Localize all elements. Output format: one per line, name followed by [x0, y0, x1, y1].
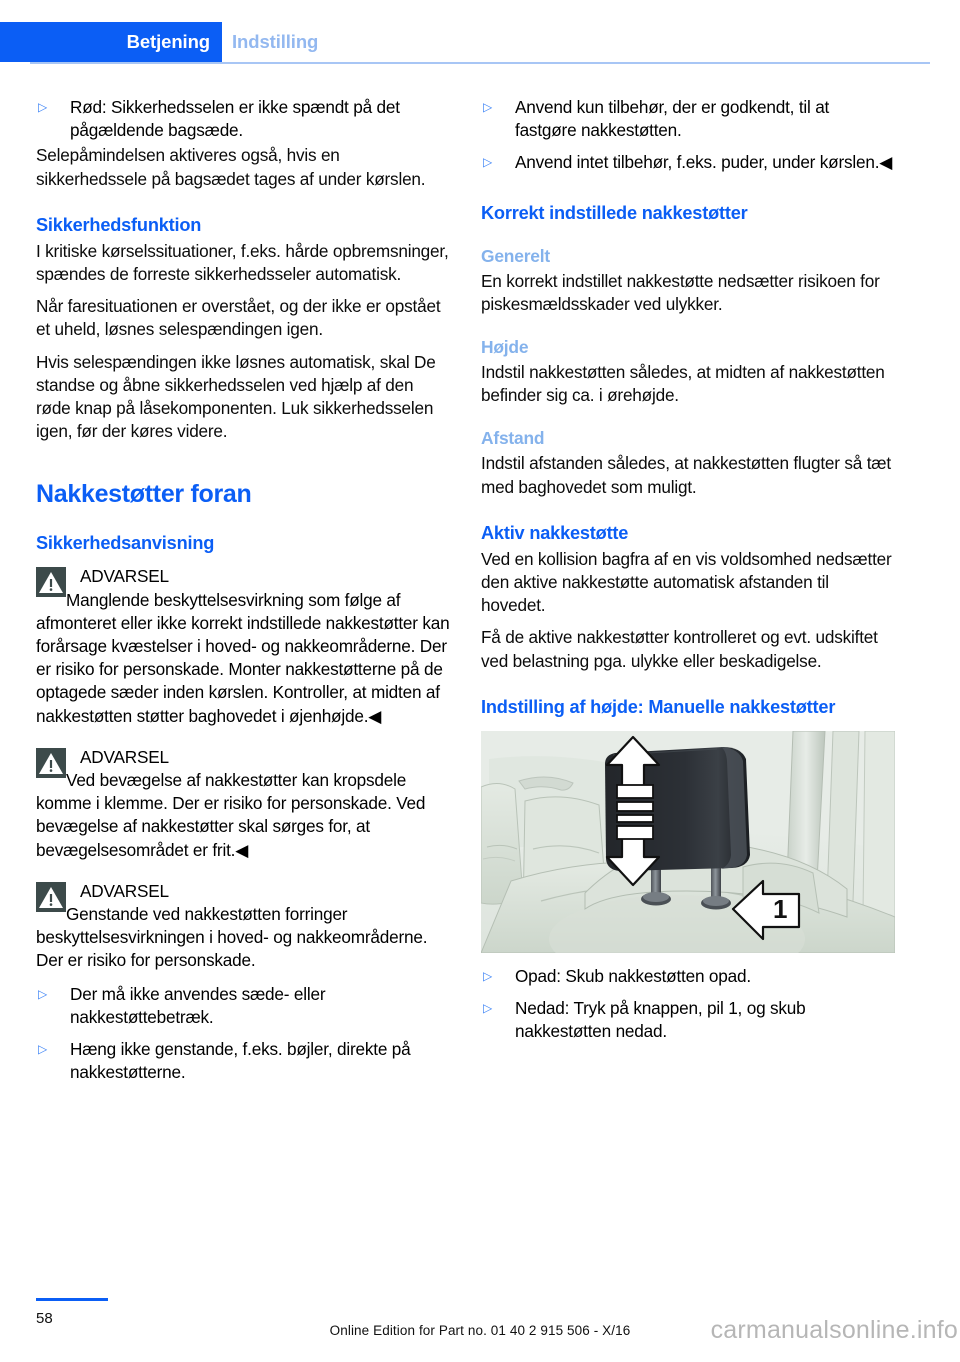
paragraph: Indstil nakkestøtten således, at midten af nakkestøtten befinder sig ca. i ørehøjde. [481, 362, 885, 406]
watermark: carmanualsonline.info [710, 1316, 958, 1344]
list-item [36, 1038, 450, 1084]
bullet-triangle-icon: ▷ [483, 100, 493, 114]
edition-line: Online Edition for Part no. 01 40 2 915 506 - X/16 [329, 1323, 631, 1338]
figure-instruction-list [481, 965, 895, 1044]
warning-text: Ved bevægelse af nakkestøtter kan kropsdele komme i klemme. Der er risiko for personskade. Ved bevægelse af nakkestøtter skal sørges for, at bevægelsesområdet er frit.◀ [36, 770, 426, 860]
heading-sikkerhedsfunktion: Sikkerhedsfunktion [36, 214, 202, 235]
bullet-triangle-icon: ▷ [38, 986, 48, 1001]
chapter-title: Nakkestøtter foran [36, 480, 252, 509]
list-item-text: Anvend intet tilbehør, f.eks. puder, under kørslen.◀ [515, 152, 893, 173]
warning-block [36, 565, 450, 727]
page-header [0, 22, 960, 62]
bullet-triangle-icon: ▷ [483, 155, 493, 170]
paragraph: Indstil afstanden således, at nakkestøtten flugter så tæt med baghovedet som muligt. [481, 453, 891, 497]
footer-divider [36, 1298, 108, 1301]
list-item-text: Anvend kun tilbehør, der er godkendt, til at fastgøre nakkestøtten. [515, 97, 830, 141]
heading-generelt: Generelt [481, 245, 550, 266]
paragraph: Ved en kollision bagfra af en vis voldsomhed nedsætter den aktive nakkestøtte automatisk afstanden til hovedet. [481, 548, 892, 616]
header-divider [30, 62, 930, 64]
warning-title: ADVARSEL [80, 566, 169, 587]
paragraph: Når faresituationen er overstået, og der ikke er opstået et uheld, løsnes selespændingen igen. [36, 296, 441, 340]
warning-triangle-icon [36, 882, 66, 912]
bullet-triangle-icon: ▷ [483, 1001, 493, 1016]
heading-aktiv-nakkestotte: Aktiv nakkestøtte [481, 522, 629, 543]
list-item [36, 96, 450, 142]
list-item [481, 151, 895, 174]
warning-text: Genstande ved nakkestøtten forringer beskyttelsesvirkningen i hoved- og nakkeområderne. Der er risiko for personskade. [36, 904, 428, 971]
bullet-triangle-icon: ▷ [38, 1042, 48, 1057]
list-item [481, 965, 895, 988]
heading-korrekt-indstillede: Korrekt indstillede nakkestøtter [481, 202, 748, 223]
warning-block [36, 880, 450, 973]
list-item-text: Hæng ikke genstande, f.eks. bøjler, direkte på nakkestøtterne. [70, 1039, 411, 1083]
paragraph: Selepåmindelsen aktiveres også, hvis en sikkerhedssele på bagsædet tages af under kørslen. [36, 145, 426, 189]
tab-betjening[interactable]: Betjening [0, 22, 222, 62]
heading-sikkerhedsanvisning: Sikkerhedsanvisning [36, 533, 215, 554]
warning-text: Manglende beskyttelsesvirkning som følge af afmonteret eller ikke korrekt indstillede nakkestøtter kan forårsage kvæstelser i hoved- og nakkeområderne. Der er risiko for personskade. Monter nakkestøtterne på de optagede sæder inden kørslen. Kontroller, at midten af nakkestøtten støtter baghovedet i øjenhøjde.◀ [36, 589, 450, 726]
right-column [481, 96, 895, 1045]
warning-title: ADVARSEL [80, 746, 169, 767]
page-footer [0, 1290, 960, 1362]
list-item-text: Opad: Skub nakkestøtten opad. [515, 965, 751, 986]
heading-afstand: Afstand [481, 428, 545, 449]
list-item [481, 997, 895, 1043]
figure-callout-label: 1 [773, 893, 788, 924]
paragraph: Få de aktive nakkestøtter kontrolleret og evt. udskiftet ved belastning pga. ulykke eller beskadigelse. [481, 627, 878, 671]
bullet-triangle-icon: ▷ [38, 100, 48, 114]
bullet-triangle-icon: ▷ [483, 968, 493, 983]
headrest-illustration [481, 731, 895, 953]
breadcrumb-tabs [0, 22, 332, 62]
paragraph: Hvis selespændingen ikke løsnes automatisk, skal De standse og åbne sikkerhedsselen ved hjælp af den røde knap på låsekomponenten. Luk sikkerhedsselen igen, før der køres videre. [36, 351, 436, 442]
warning-triangle-icon [36, 748, 66, 778]
list-item-text: Rød: Sikkerhedsselen er ikke spændt på det pågældende bagsæde. [70, 97, 400, 141]
list-item [36, 983, 450, 1029]
page-number: 58 [36, 1310, 53, 1327]
left-column [36, 96, 450, 1087]
heading-indstilling-af-hojde: Indstilling af højde: Manuelle nakkestøtter [481, 696, 836, 717]
paragraph: I kritiske kørselssituationer, f.eks. hårde opbremsninger, spændes de forreste sikkerhedsseler automatisk. [36, 240, 449, 285]
heading-hojde: Højde [481, 337, 529, 358]
tab-indstilling[interactable]: Indstilling [232, 31, 319, 52]
list-item-text: Nedad: Tryk på knappen, pil 1, og skub nakkestøtten nedad. [515, 998, 806, 1042]
list-item-text: Der må ikke anvendes sæde- eller nakkestøttebetræk. [70, 983, 326, 1027]
warning-title: ADVARSEL [80, 880, 169, 901]
warning-block [36, 746, 450, 862]
list-item [481, 96, 895, 142]
paragraph: En korrekt indstillet nakkestøtte nedsætter risikoen for piskesmældsskader ved ulykker. [481, 270, 880, 314]
warning-triangle-icon [36, 567, 66, 597]
